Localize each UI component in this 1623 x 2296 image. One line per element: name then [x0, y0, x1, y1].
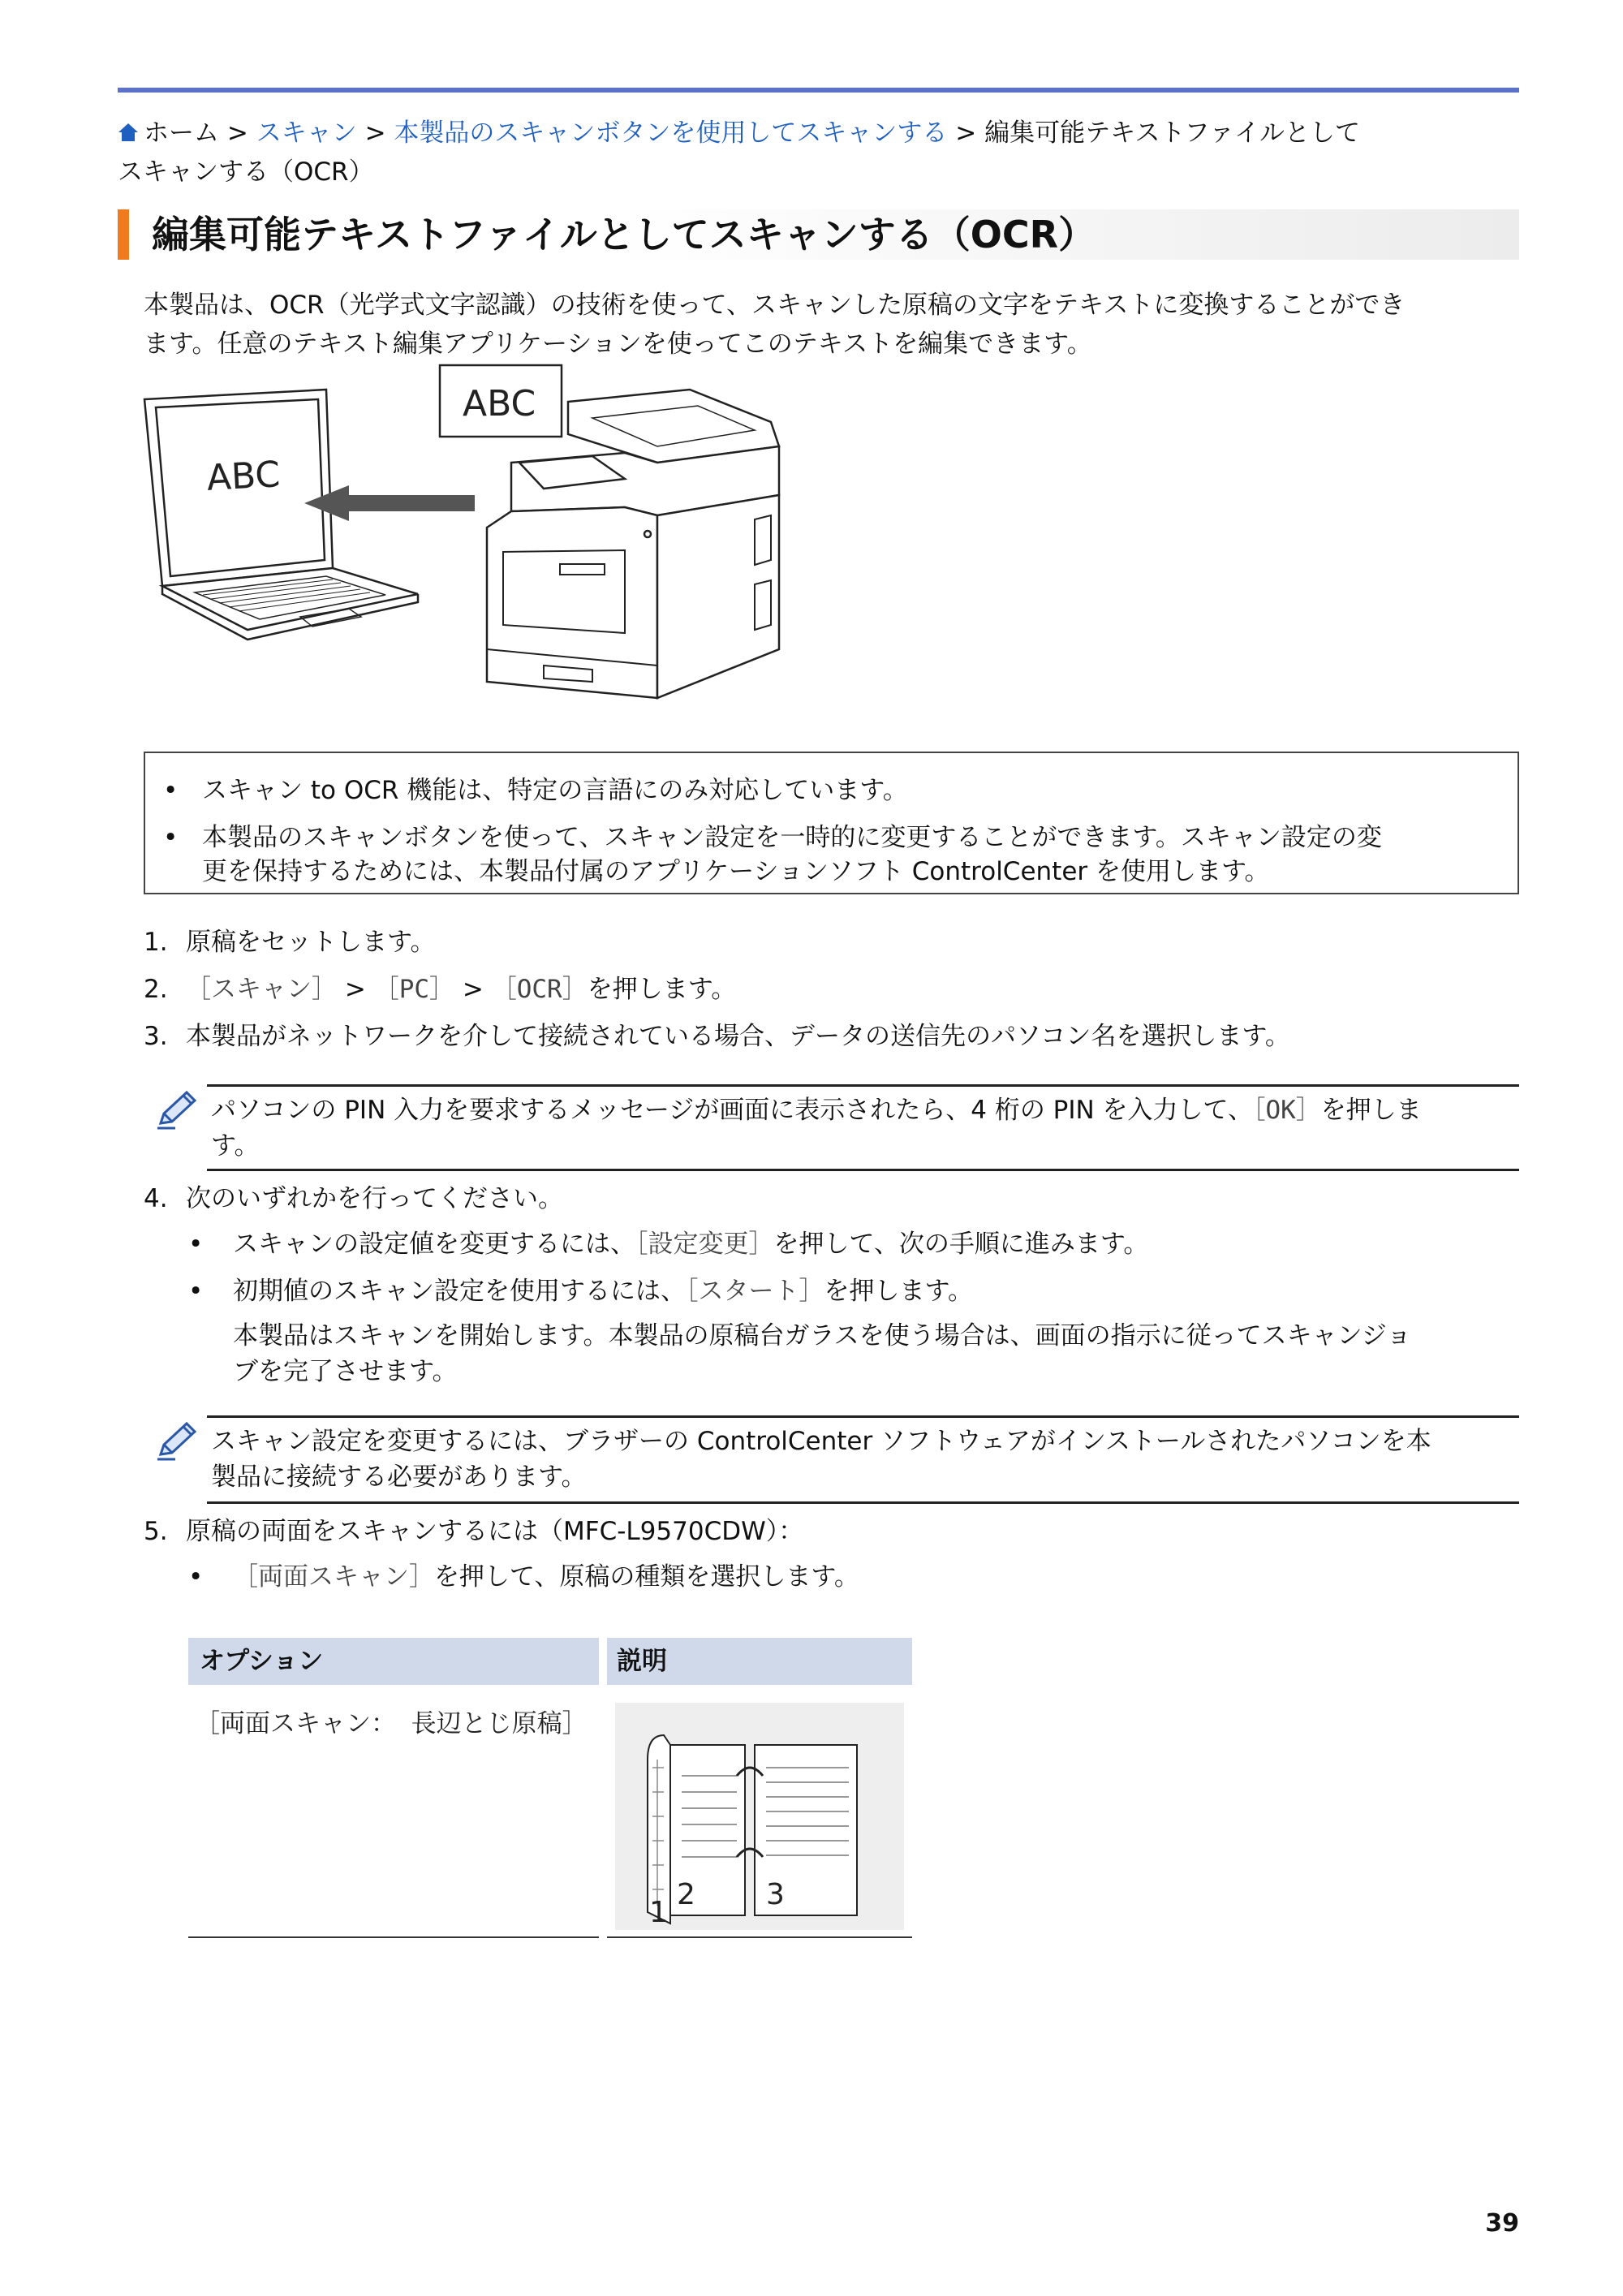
page-number-2: 2	[677, 1878, 695, 1911]
page-title-bar	[118, 209, 1519, 260]
breadcrumb-scan[interactable]: スキャン	[256, 118, 357, 148]
start-button-label: ［スタート］	[686, 1277, 824, 1306]
table-header-description: 説明	[607, 1638, 912, 1685]
laptop-screen-text: ABC	[205, 454, 282, 499]
page-number-1: 1	[649, 1896, 668, 1929]
breadcrumb-current: 編集可能テキストファイルとして	[984, 118, 1360, 148]
page-title: 編集可能テキストファイルとしてスキャンする（OCR）	[152, 213, 1096, 256]
table-bottom-rule	[607, 1936, 912, 1938]
settings-button-label: ［設定変更］	[635, 1230, 774, 1259]
duplex-button-label: ［両面スキャン］	[233, 1562, 434, 1592]
top-rule	[118, 88, 1519, 93]
ocr-button-label: ［OCR］	[491, 975, 588, 1004]
home-icon[interactable]	[118, 122, 139, 143]
laptop-icon	[144, 390, 418, 640]
table-header-option: オプション	[188, 1638, 599, 1685]
intro-text: 本製品は、OCR（光学式文字認識）の技術を使って、スキャンした原稿の文字をテキストに変換することができ ます。任意のテキスト編集アプリケーションを使ってこのテキストを編集できます。	[144, 291, 1406, 359]
breadcrumb-scan-button[interactable]: 本製品のスキャンボタンを使用してスキャンする	[394, 118, 948, 148]
scan-button-label: ［スキャン］	[186, 975, 337, 1004]
pencil-icon	[154, 1419, 200, 1464]
note-box: • スキャン to OCR 機能は、特定の言語にのみ対応しています。 • 本製品のスキャンボタンを使って、スキャン設定を一時的に変更することができます。スキャン設定の変 更を保持するためには、本製品付属のアプリケーションソフト ControlCenter を使用します。	[144, 752, 1519, 894]
ok-button-label: ［OK］	[1252, 1096, 1321, 1125]
title-accent	[118, 209, 129, 260]
step-4-result: 本製品はスキャンを開始します。本製品の原稿台ガラスを使う場合は、画面の指示に従ってスキャンジョ ブを完了させます。	[233, 1321, 1412, 1386]
page-number: 39	[1485, 2209, 1519, 2238]
document-text: ABC	[463, 383, 536, 424]
pc-button-label: ［PC］	[373, 975, 455, 1004]
page-number-3: 3	[766, 1878, 785, 1911]
table-row-option: ［両面スキャン： 長辺とじ原稿］	[195, 1709, 588, 1738]
breadcrumb-current-cont: スキャンする（OCR）	[118, 157, 374, 187]
breadcrumb-home[interactable]: ホーム	[144, 118, 219, 148]
pencil-icon	[154, 1088, 200, 1133]
table-bottom-rule	[188, 1936, 599, 1938]
scan-to-pc-illustration	[138, 357, 820, 722]
breadcrumb: ホーム > スキャン > 本製品のスキャンボタンを使用してスキャンする > 編集可能テキストファイルとして スキャンする（OCR）	[118, 114, 1530, 192]
long-edge-binding-illustration	[615, 1703, 904, 1930]
